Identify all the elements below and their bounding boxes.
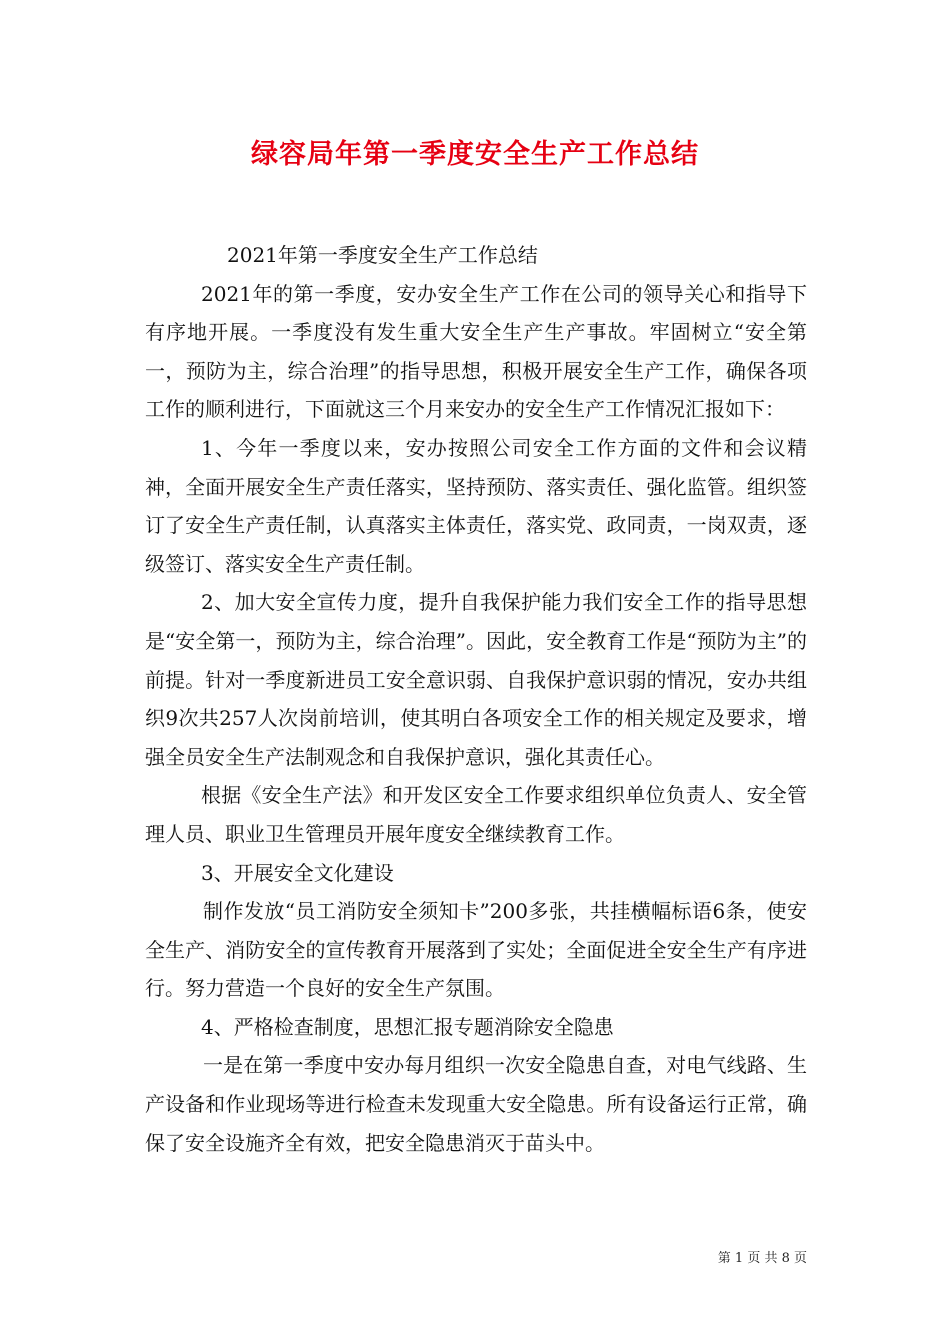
document-body [145, 236, 807, 1162]
paragraph-item-2: 2、加大安全宣传力度，提升自我保护能力我们安全工作的指导思想是“安全第一，预防为主，综合治理”。因此，安全教育工作是“预防为主”的前提。针对一季度新进员工安全意识弱、自我保护意识弱的情况，安办共组织9次共257人次岗前培训，使其明白各项安全工作的相关规定及要求，增强全员安全生产法制观念和自我保护意识，强化其责任心。 [145, 590, 807, 769]
document-title: 绿容局年第一季度安全生产工作总结 [251, 139, 699, 170]
page-number: 第 1 页 共 8 页 [717, 1251, 807, 1266]
heading-item-4: 4、严格检查制度，思想汇报专题消除安全隐患 [201, 1014, 614, 1039]
paragraph-item-4-detail: 一是在第一季度中安办每月组织一次安全隐患自查，对电气线路、生产设备和作业现场等进行检查未发现重大安全隐患。所有设备运行正常，确保了安全设施齐全有效，把安全隐患消灭于苗头中。 [145, 1053, 807, 1155]
document-subtitle: 2021年第一季度安全生产工作总结 [227, 243, 538, 267]
paragraph-item-1: 1、今年一季度以来，安办按照公司安全工作方面的文件和会议精神，全面开展安全生产责任落实，坚持预防、落实责任、强化监管。组织签订了安全生产责任制，认真落实主体责任，落实党、政同责，一岗双责，逐级签订、落实安全生产责任制。 [145, 435, 807, 576]
paragraph-item-3-detail: 制作发放“员工消防安全须知卡”200多张，共挂横幅标语6条，使安全生产、消防安全的宣传教育开展落到了实处；全面促进全安全生产有序进行。努力营造一个良好的安全生产氛围。 [145, 899, 807, 1001]
paragraph-intro: 2021年的第一季度，安办安全生产工作在公司的领导关心和指导下有序地开展。一季度没有发生重大安全生产生产事故。牢固树立“安全第一，预防为主，综合治理”的指导思想，积极开展安全生产工作，确保各项工作的顺利进行，下面就这三个月来安办的安全生产工作情况汇报如下： [145, 281, 807, 422]
paragraph-education: 根据《安全生产法》和开发区安全工作要求组织单位负责人、安全管理人员、职业卫生管理员开展年度安全继续教育工作。 [145, 783, 807, 846]
heading-item-3: 3、开展安全文化建设 [201, 860, 394, 885]
